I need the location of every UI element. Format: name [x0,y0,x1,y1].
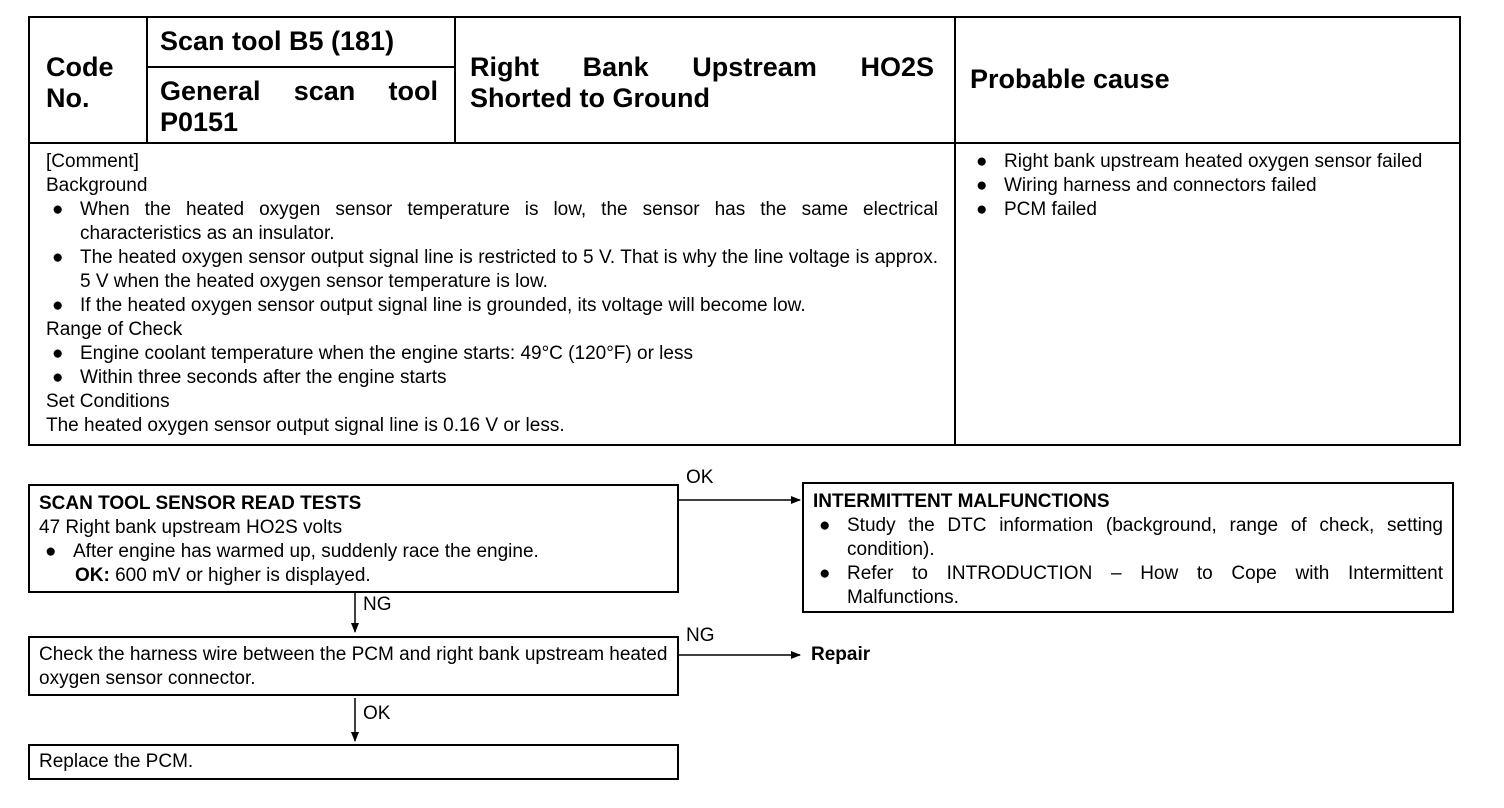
step-title: INTERMITTENT MALFUNCTIONS [813,491,1110,512]
probable-cause-heading: Probable cause [970,64,1170,94]
list-item-text: Wiring harness and connectors failed [1004,175,1317,196]
comment-label: [Comment] [46,151,139,172]
list-item [39,540,668,564]
step-line: 47 Right bank upstream HO2S volts [39,517,343,538]
scan-tool-code: Scan tool B5 (181) [160,26,395,56]
general-scan-tool-code: General scan tool P0151 [160,76,438,137]
list-item-text: When the heated oxygen sensor temperature is low, the sensor has the same electrical characteristics as an insulator. [80,199,938,244]
ok-criteria [39,564,668,588]
step-text: Replace the PCM. [39,751,194,772]
bullet-icon: ● [52,247,64,268]
list-item-text: Study the DTC information (background, range of check, setting condition). [847,515,1443,560]
ok-label: OK [363,703,391,724]
intermittent-box [802,482,1454,613]
list-item-text: The heated oxygen sensor output signal line is restricted to 5 V. That is why the line voltage is approx. 5 V when the heated oxygen sensor temperature is low. [80,247,938,292]
range-label: Range of Check [46,319,183,340]
list-item-text: PCM failed [1004,199,1097,220]
replace-pcm-box [28,744,679,780]
list-item-text: Within three seconds after the engine starts [80,367,447,388]
step-title: SCAN TOOL SENSOR READ TESTS [39,493,362,514]
ng-label: NG [686,625,715,646]
bullet-icon: ● [52,343,64,364]
list-item [813,514,1443,562]
bullet-icon: ● [819,563,831,584]
ok-label: OK [686,467,714,488]
repair-label: Repair [811,644,871,665]
ok-criteria-text: 600 mV or higher is displayed. [115,565,371,586]
scan-tool-test-box [28,484,679,593]
bullet-icon: ● [976,151,988,172]
dtc-title: Right Bank Upstream HO2S Shorted to Ground [470,52,934,113]
background-label: Background [46,175,148,196]
ok-criteria-label: OK: [75,565,110,586]
bullet-icon: ● [976,199,988,220]
step-text: Check the harness wire between the PCM and right bank upstream heated oxygen sensor connector. [39,644,668,689]
code-no-label: Code No. [46,52,114,113]
set-conditions-label: Set Conditions [46,391,170,412]
set-conditions-text: The heated oxygen sensor output signal line is 0.16 V or less. [46,415,565,436]
list-item-text: Right bank upstream heated oxygen sensor failed [1004,151,1423,172]
bullet-icon: ● [52,295,64,316]
bullet-icon: ● [819,515,831,536]
list-item-text: Refer to INTRODUCTION – How to Cope with Intermittent Malfunctions. [847,563,1443,608]
harness-check-box [28,636,679,696]
ng-label: NG [363,594,392,615]
list-item-text: If the heated oxygen sensor output signal line is grounded, its voltage will become low. [80,295,806,316]
list-item-text: Engine coolant temperature when the engine starts: 49°C (120°F) or less [80,343,693,364]
bullet-icon: ● [976,175,988,196]
bullet-icon: ● [45,541,57,562]
list-item [813,562,1443,610]
bullet-icon: ● [52,199,64,220]
list-item-text: After engine has warmed up, suddenly race the engine. [73,541,539,562]
bullet-icon: ● [52,367,64,388]
